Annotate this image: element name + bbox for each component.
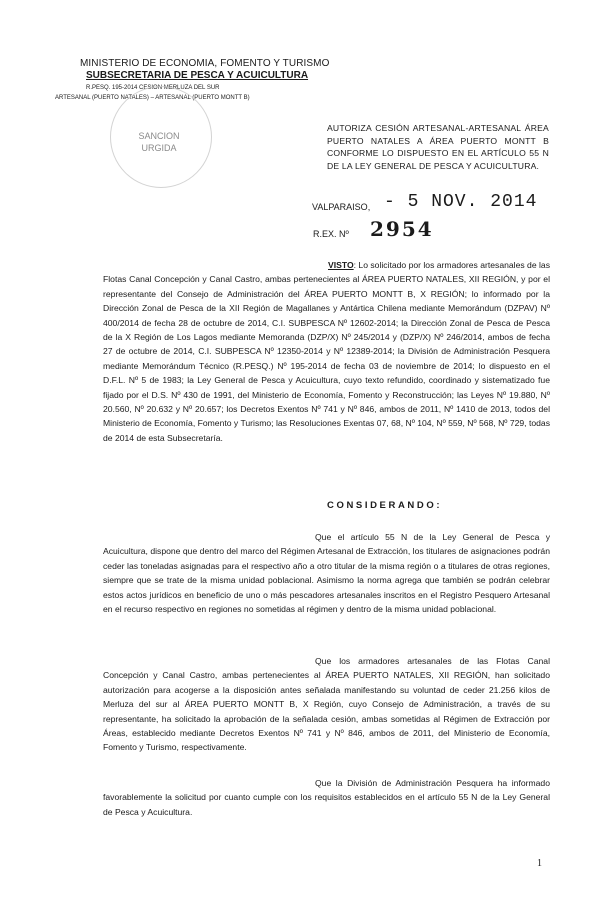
visto-section: [103, 258, 550, 445]
considerando-paragraph-2: [103, 654, 550, 755]
subsecretaria-name: SUBSECRETARIA DE PESCA Y ACUICULTURA: [86, 70, 309, 81]
considerando-heading: CONSIDERANDO:: [327, 500, 443, 511]
ministry-name: MINISTERIO DE ECONOMIA, FOMENTO Y TURISMO: [80, 58, 330, 69]
paragraph-text: Que la División de Administración Pesquera ha informado favorablemente la solicitud por cuanto cumple con los requisitos establecidos en el artículo 55 N de la Ley General de Pesca y Acuicultura.: [103, 778, 550, 817]
rex-number: 2954: [370, 217, 434, 241]
paragraph-text: Que los armadores artesanales de las Flotas Canal Concepción y Canal Castro, ambas pertenecientes al ÁREA PUERTO NATALES, XII REGIÓN, han solicitado autorización para acogerse a la disposición antes señalada manifestando su voluntad de ceder 21.256 kilos de Merluza del sur al ÁREA PUERTO MONTT B, X Región, cuyo Consejo de Administración, a través de su representante, ha solicitado la aprobación de la señalada cesión, ambas sometidas al Régimen de Extracción por Áreas, establecido mediante Decretos Exentos Nº 741 y Nº 846, ambos de 2011, del Ministerio de Economía, Fomento y Turismo, respectivamente.: [103, 656, 550, 753]
considerando-paragraph-1: [103, 530, 550, 616]
considerando-paragraph-3: [103, 776, 550, 819]
rex-label: R.EX. Nº: [313, 229, 349, 239]
page-number: 1: [537, 858, 542, 869]
paragraph-text: Que el artículo 55 N de la Ley General de Pesca y Acuicultura, dispone que dentro del marco del Régimen Artesanal de Extracción, los titulares de asignaciones podrán ceder las toneladas asignadas para el respectivo año a otro titular de la misma región o a titulares de otras regiones, siempre que se trate de la misma unidad poblacional. Asimismo la norma agrega que también se podrán celebrar estos actos jurídicos en beneficio de uno o más pescadores artesanales inscritos en el Registro Pesquero Artesanal en el recurso respectivo en regiones no sometidas al régimen y dentro de la misma unidad poblacional.: [103, 532, 550, 615]
reference-line-2: ARTESANAL (PUERTO NATALES) – ARTESANAL (PUERTO MONTT B): [55, 95, 250, 101]
place-label: VALPARAISO,: [312, 202, 371, 212]
visto-text: : Lo solicitado por los armadores artesanales de las Flotas Canal Concepción y Canal Castro, ambas pertenecientes al ÁREA PUERTO NATALES, XII REGIÓN, y por el representante del Consejo de Administración del ÁREA PUERTO MONTT B, X REGIÓN; lo informado por la Dirección Zonal de Pesca de la XII Región de Magallanes y Antártica Chilena mediante Memorándum (DZPAV) Nº 400/2014 de fecha 28 de octubre de 2014, C.I. SUBPESCA Nº 12602-2014; la Dirección Zonal de Pesca de Pesca de la X Región de Los Lagos mediante Memoranda (DZP/X) Nº 245/2014 y (DZP/X) Nº 246/2014, ambos de fecha 27 de octubre de 2014, C.I. SUBPESCA Nº 12350-2014 y Nº 12389-2014; la División de Administración Pesquera mediante Memorándum Técnico (R.PESQ.) Nº 195-2014 de fecha 03 de noviembre de 2014; lo dispuesto en el D.F.L. Nº 5 de 1983; la Ley General de Pesca y Acuicultura, cuyo texto refundido, coordinado y sistematizado fue fijado por el D.S. Nº 430 de 1991, del Ministerio de Economía, Fomento y Reconstrucción; las Leyes Nº 19.880, Nº 20.560, Nº 20.632 y Nº 20.657; los Decretos Exentos Nº 741 y Nº 846, ambos de 2011, Nº 1410 de 2013, todos del Ministerio de Economía, Fomento y Turismo; las Resoluciones Exentas 07, 68, Nº 104, Nº 559, Nº 568, Nº 729, todas de 2014 de esta Subsecretaría.: [103, 260, 550, 443]
resolution-title: AUTORIZA CESIÓN ARTESANAL-ARTESANAL ÁREA PUERTO NATALES A ÁREA PUERTO MONTT B CONFORME LO DISPUESTO EN EL ARTÍCULO 55 N DE LA LEY GENERAL DE PESCA Y ACUICULTURA.: [327, 123, 549, 171]
visto-paragraph: [103, 258, 550, 445]
seal-stamp-text: SANCION URGIDA: [138, 131, 180, 153]
reference-line-1: R.PESQ. 195-2014 CESION MERLUZA DEL SUR: [86, 85, 220, 91]
visto-label: VISTO: [328, 260, 354, 270]
resolution-date: - 5 NOV. 2014: [384, 192, 538, 212]
